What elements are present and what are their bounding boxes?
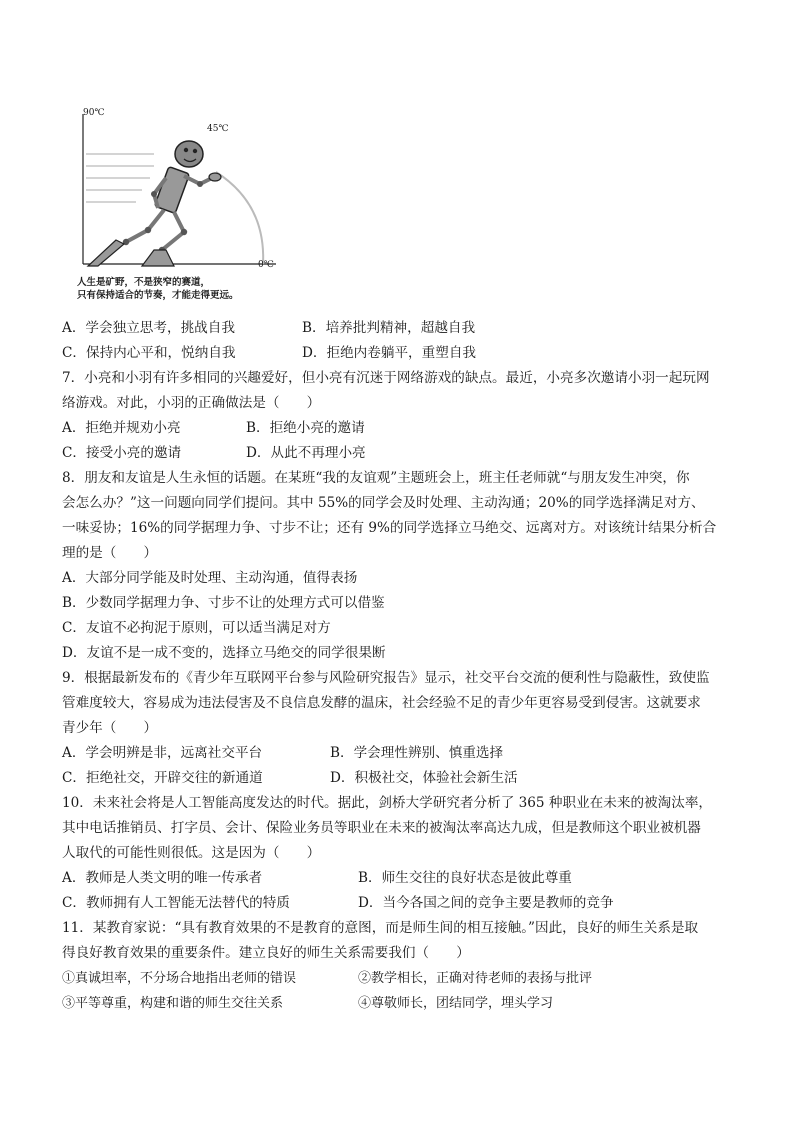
question-11-stem: 得良好教育效果的重要条件。建立良好的师生关系需要我们（ ） (62, 945, 470, 961)
option-a: A．教师是人类文明的唯一传承者 (62, 870, 263, 886)
option-1: ①真诚坦率，不分场合地指出老师的错误 (62, 971, 297, 986)
temp-label-bottom: 0℃ (258, 260, 274, 270)
option-row (62, 891, 742, 916)
option-c: C．接受小亮的邀请 (62, 445, 182, 461)
temp-label-top: 90℃ (83, 108, 105, 118)
option-a: A．大部分同学能及时处理、主动沟通，值得表扬 (62, 570, 358, 586)
question-8-stem: 会怎么办？”这一问题向同学们提问。其中 55%的同学会及时处理、主动沟通；20%的同学选择满足对方、 (62, 495, 705, 511)
option-a: A．学会独立思考，挑战自我 (62, 320, 235, 336)
question-10-stem: 其中电话推销员、打字员、会计、保险业务员等职业在未来的被淘汰率高达九成，但是教师这个职业被机器 (62, 820, 701, 836)
question-11-stem: 11．某教育家说：“具有教育效果的不是教育的意图，而是师生间的相互接触。”因此，良好的师生关系是取 (62, 920, 699, 936)
option-b: B．学会理性辨别、慎重选择 (330, 745, 504, 761)
option-c: C．保持内心平和，悦纳自我 (62, 345, 236, 361)
option-d: D．从此不再理小亮 (246, 445, 366, 461)
question-9-stem: 9．根据最新发布的《青少年互联网平台参与风险研究报告》显示，社交平台交流的便利性与隐蔽性，致使监 (62, 670, 710, 686)
option-row (62, 966, 742, 991)
runner-figure (76, 104, 286, 304)
question-11 (62, 916, 742, 1016)
option-b: B．培养批判精神，超越自我 (302, 320, 476, 336)
question-8-stem: 8．朋友和友谊是人生永恒的话题。在某班“我的友谊观”主题班会上，班主任老师就“与朋友发生冲突，你 (62, 470, 690, 486)
question-10-stem: 10．未来社会将是人工智能高度发达的时代。据此，剑桥大学研究者分析了 365 种职业在未来的被淘汰率， (62, 795, 713, 811)
temp-label-mid: 45℃ (207, 124, 229, 134)
option-row (62, 766, 742, 791)
option-a: A．学会明辨是非，远离社交平台 (62, 745, 263, 761)
question-9-stem: 青少年（ ） (62, 720, 158, 736)
option-row (62, 341, 742, 366)
question-10 (62, 791, 742, 916)
option-d: D．当今各国之间的竞争主要是教师的竞争 (358, 895, 614, 911)
question-7-stem: 络游戏。对此，小羽的正确做法是（ ） (62, 395, 321, 411)
question-list (62, 316, 742, 1016)
option-b: B．少数同学据理力争、寸步不让的处理方式可以借鉴 (62, 595, 385, 611)
option-row (62, 316, 742, 341)
option-d: D．友谊不是一成不变的，选择立马绝交的同学很果断 (62, 645, 386, 661)
option-b: B．师生交往的良好状态是彼此尊重 (358, 870, 572, 886)
question-7-stem: 7．小亮和小羽有许多相同的兴趣爱好，但小亮有沉迷于网络游戏的缺点。最近，小亮多次邀请小羽一起玩网 (62, 370, 710, 386)
caption-line-2: 只有保持适合的节奏，才能走得更远。 (77, 290, 239, 301)
option-row (62, 416, 742, 441)
option-c: C．拒绝社交，开辟交往的新通道 (62, 770, 263, 786)
option-a: A．拒绝并规劝小亮 (62, 420, 181, 436)
option-d: D．拒绝内卷躺平，重塑自我 (302, 345, 477, 361)
question-9 (62, 666, 742, 791)
option-row (62, 991, 742, 1016)
option-row (62, 866, 742, 891)
question-6-options (62, 316, 742, 366)
question-8-stem: 一味妥协；16%的同学据理力争、寸步不让；还有 9%的同学选择立马绝交、远离对方。对该统计结果分析合 (62, 520, 717, 536)
option-b: B．拒绝小亮的邀请 (246, 420, 365, 436)
question-8 (62, 466, 742, 666)
figure-caption (77, 276, 239, 302)
question-10-stem: 人取代的可能性则很低。这是因为（ ） (62, 845, 321, 861)
option-c: C．友谊不必拘泥于原则，可以适当满足对方 (62, 620, 331, 636)
question-8-stem: 理的是（ ） (62, 545, 158, 561)
option-c: C．教师拥有人工智能无法替代的特质 (62, 895, 290, 911)
option-row (62, 741, 742, 766)
runner-illustration (76, 104, 286, 279)
option-2: ②教学相长，正确对待老师的表扬与批评 (358, 971, 593, 986)
caption-line-1: 人生是矿野，不是狭窄的赛道， (77, 277, 211, 288)
option-d: D．积极社交，体验社会新生活 (330, 770, 518, 786)
question-9-stem: 管难度较大，容易成为违法侵害及不良信息发酵的温床，社会经验不足的青少年更容易受到侵害。这就要求 (62, 695, 701, 711)
question-7 (62, 366, 742, 466)
option-3: ③平等尊重，构建和谐的师生交往关系 (62, 996, 284, 1011)
option-4: ④尊敬师长，团结同学，埋头学习 (358, 996, 554, 1011)
option-row (62, 441, 742, 466)
